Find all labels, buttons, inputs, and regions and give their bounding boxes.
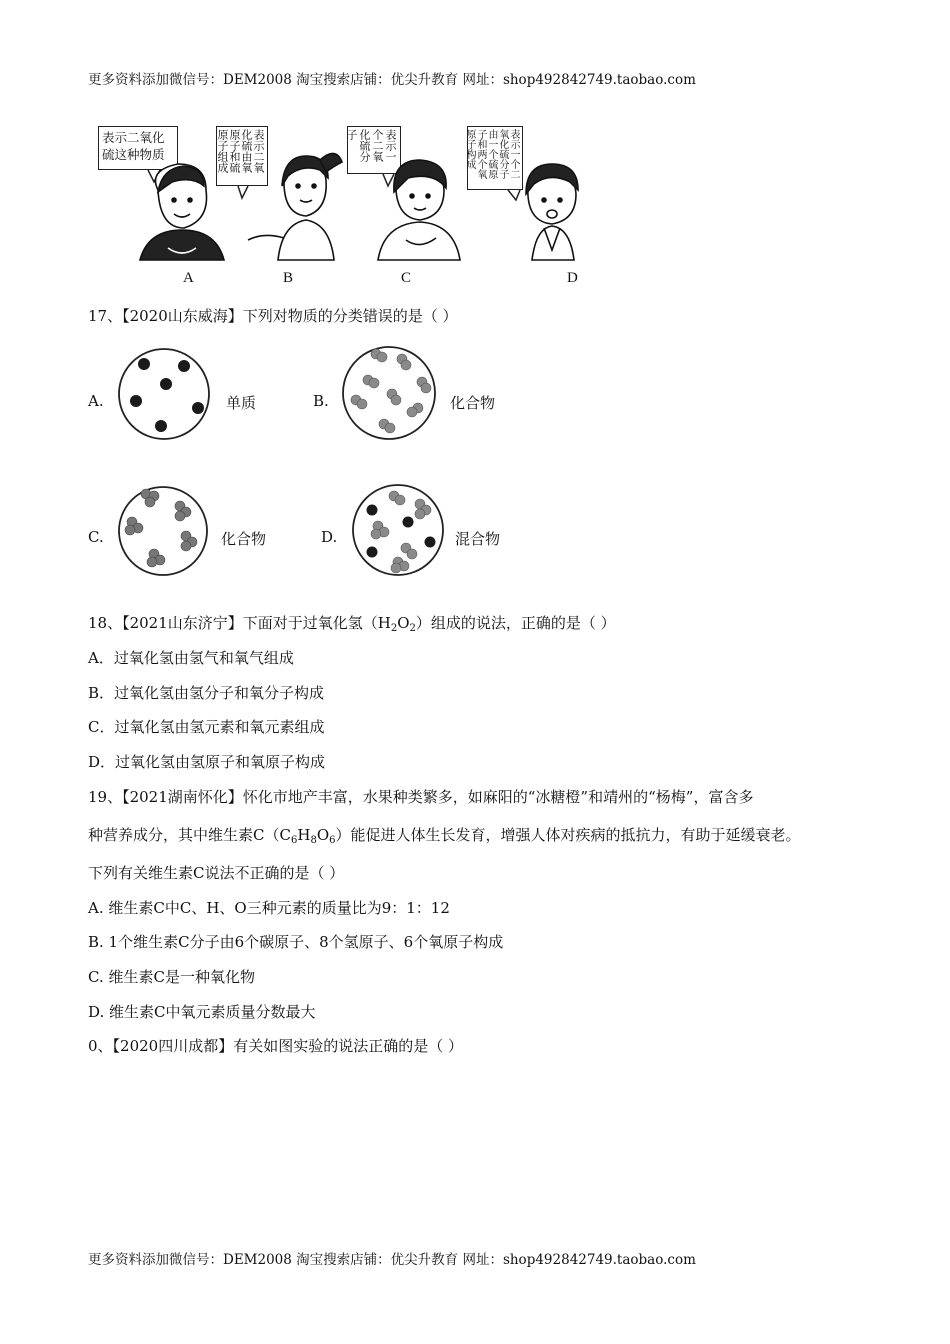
particle-diagram-b [340,344,438,442]
q19-option-c: C. 维生素C是一种氧化物 [88,968,255,986]
page-header: 更多资料添加微信号：DEM2008 淘宝搜索店铺：优尖升教育 网址：shop492842749.taobao.com [88,72,696,88]
q19-option-b: B. 1个维生素C分子由6个碳原子、8个氢原子、6个氧原子构成 [88,933,504,951]
q20-stem: 0、【2020四川成都】有关如图实验的说法正确的是（ ） [88,1037,463,1055]
speech-bubble-c: 表示一个二氧化硫分子 [347,126,401,174]
q17-option-c-letter: C. [88,528,104,546]
q18-stem: 18、【2021山东济宁】下面对于过氧化氢$(H_2O_2)$组成的说法，正确的是（ ） [88,614,616,634]
q16-figure [88,120,628,295]
speech-bubble-a: 表示二氧化硫这种物质 [98,126,178,170]
person-b [248,153,342,260]
figure-label-d: D [567,270,578,286]
q19-option-d: D. 维生素C中氧元素质量分数最大 [88,1003,316,1021]
q17-option-d-letter: D. [321,528,338,546]
figure-label-b: B [283,270,294,286]
page-footer: 更多资料添加微信号：DEM2008 淘宝搜索店铺：优尖升教育 网址：shop492842749.taobao.com [88,1252,696,1268]
q19-stem-line2: 种营养成分，其中维生素$C(C_6H_8O_6)$能促进人体生长发育，增强人体对疾病的抵抗力，有助于延缓衰老。 [88,826,801,846]
q17-option-c-label: 化合物 [221,530,267,548]
q17-option-b-label: 化合物 [450,394,496,412]
particle-diagram-a [116,346,212,442]
q17-stem: 17、【2020山东威海】下列对物质的分类错误的是（ ） [88,307,458,325]
figure-label-a: A [183,270,194,286]
q19-option-a: A. 维生素C中C、H、O三种元素的质量比为9：1：12 [88,899,450,917]
q18-option-b: B．过氧化氢由氢分子和氧分子构成 [88,684,325,702]
person-d [526,164,578,260]
q18-option-c: C．过氧化氢由氢元素和氧元素组成 [88,718,325,736]
particle-diagram-c [116,484,210,578]
particle-diagram-d [350,482,446,578]
q19-stem-line3: 下列有关维生素C说法不正确的是（ ） [88,864,345,882]
speech-bubble-d: 表示一个二氧化硫分子由一个硫原子和两个氧原子构成 [467,126,523,190]
figure-label-c: C [401,270,412,286]
cartoon-people [88,120,628,295]
speech-bubble-b: 表示二氧化硫由氧原子和硫原子组成 [216,126,268,186]
q17-option-b-letter: B. [313,392,329,410]
q17-option-a-letter: A. [88,392,104,410]
q19-stem-line1: 19、【2021湖南怀化】怀化市地产丰富，水果种类繁多，如麻阳的“冰糖橙”和靖州的“杨梅”，富含多 [88,788,754,806]
q18-option-a: A．过氧化氢由氢气和氧气组成 [88,649,294,667]
q17-option-d-label: 混合物 [455,530,501,548]
q17-option-a-label: 单质 [226,394,257,412]
q18-option-d: D．过氧化氢由氢原子和氧原子构成 [88,753,326,771]
